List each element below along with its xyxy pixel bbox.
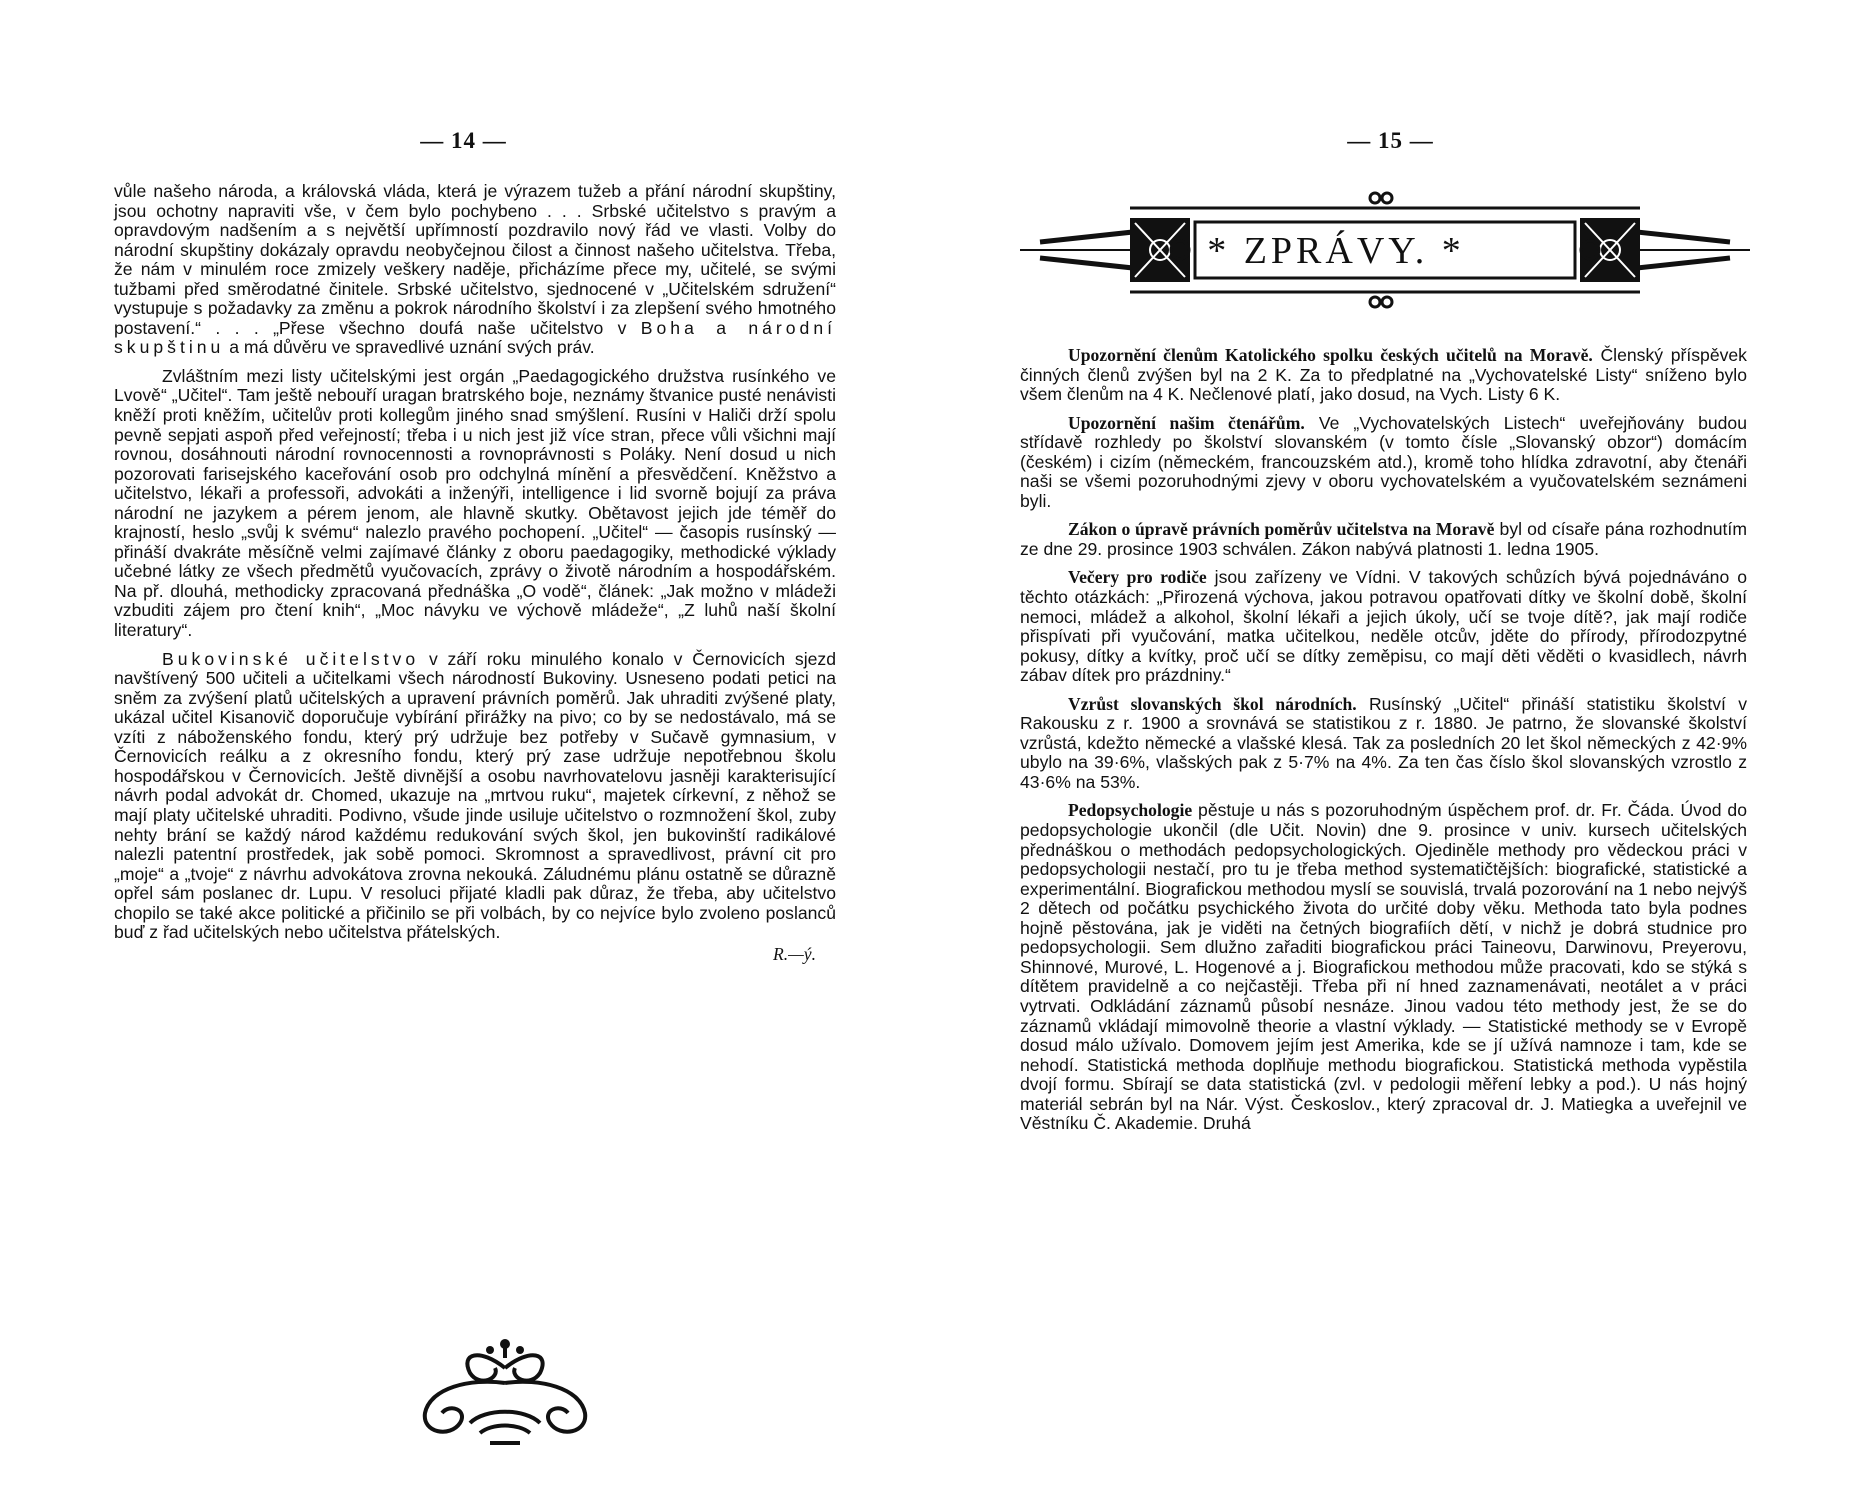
- news-text: Členský příspěvek činných členů zvýšen byl na 2 K. Za to předplatné na „Vychovatelské Listy“ sníženo bylo všem členům na 4 K. Nečlenové platí, jako dosud, na Vych. Listy 6 K.: [1020, 345, 1747, 405]
- section-title-zpravy: * ZPRÁVY. *: [1207, 230, 1465, 272]
- zpravy-banner: [1020, 188, 1750, 312]
- news-item: [1020, 695, 1747, 793]
- end-ornament: [410, 1338, 600, 1453]
- news-heading: Zákon o úpravě právních poměrův učitelstva na Moravě: [1068, 519, 1495, 540]
- news-text: Ve „Vychovatelských Listech“ uveřejňovány budou střídavě rozhledy po školství slovanském (v tomto čísle „Slovanský obzor“) domácím (českém) i cizím (německém, francouzském atd.), kromě toho hlídka zdravotní, aby čtenáři naši se všemi pozoruhodnými zjevy v oboru vychovatelském a vyučovatelském seznámeni byli.: [1020, 412, 1747, 511]
- news-heading: Pedopsychologie: [1068, 800, 1193, 821]
- left-text-column: [114, 182, 836, 964]
- paragraph-bukovinske-ucitelstvo: Bukovinské učitelstvo v září roku minulého konalo v Černovicích sjezd navštívený 500 učiteli a učitelkami všech národností Bukoviny. Usneseno podati petici na sněm za zvýšení platů učitelských a upravení právních poměrů. Jak uhraditi zvýšené platy, ukázal učitel Kisanovič doporučuje vybírání přirážky na pivo; co by se nedostávalo, má se vzíti z náboženského fondu, který prý udržuje bez potřeby v Sučavě gymnasium, v Černovicích reálku a z okresního fondu, který prý zase udržuje nepotřebnou školu hospodářskou v Černovicích. Ještě divnější a osobu navrhovatelovu jasněji karakterisující návrh podal advokát dr. Chomed, ukazuje na „mrtvou ruku“, majetek církevní, z něhož se mají platy učitelské uhraditi. Podivno, všude jinde usiluje učitelstvo o rozmnožení škol, zuby nehty brání se každý národ každému redukování svých škol, jen bukovinští radikálové nalezli patentní prostředek, jak sobě pomoci. Skromnost a spravedlivost, právní cit pro „moje“ a „tvoje“ z návrhu advokátova zrovna nekouká. Záludnému plánu ostatně se důrazně opřel sám poslanec dr. Lupu. V resoluci přijaté kladli pak důraz, že třeba, aby učitelstvo chopilo se také akce politické a přičinilo se při volbách, by co nejvíce bylo zvoleno poslanců buď z řad učitelských nebo učitelstva přátelských.: [114, 648, 836, 943]
- page-number-left: — 14 —: [420, 128, 507, 153]
- news-item: [1020, 568, 1747, 685]
- right-text-column: [1020, 346, 1747, 1134]
- news-heading: Upozornění členům Katolického spolku českých učitelů na Moravě.: [1068, 345, 1593, 365]
- news-text: jsou zařízeny ve Vídni. V takových schůzích bývá pojednáváno o těchto otázkách: „Přirozená výchova, jakou potravou opatřovati dítky ve školní době, školní nemoci, mládež a alkohol, školní lékaři a jejich úkoly, učí se tvoje dítě?, jak mají rodiče přispívati při vyučování, matka učitelkou, neděle otcův, jděte do přírody, přírodozpytné pokusy, dítky a kvítky, proč učí se dítky zeměpisu, co mají děti věděti o kvasidlech, návrh zábav dítek pro prázdniny.“: [1020, 567, 1747, 686]
- news-heading: Vzrůst slovanských škol národních.: [1068, 693, 1357, 714]
- paragraph-rusinsky-ucitel: Zvláštním mezi listy učitelskými jest orgán „Paedagogického družstva rusínkého ve Lvově“ „Učitel“. Tam ještě nebouří uragan bratrského boje, neznámy štvanice pusté nenávisti kněží proti kněžím, učitelův proti kollegům jiného snad smýšlení. Rusíni v Haliči drží spolu pevně sepjati aspoň před veřejností; třeba i u nich jest již více stran, přece vůli všichni mají rovnou, dosáhnouti národní rovnocennosti a rovnoprávnosti s Poláky. Není dosud u nich pozorovati farisejského kaceřování osob pro odchylná mínění a přesvědčení. Kněžstvo a učitelstvo, lékaři a professoři, advokáti a inženýři, intelligence i lid svorně bojují za práva národní ne jazykem a pérem jenom, ale hlavně skutky. Obětavost jejich jde téměř do krajností, heslo „svůj k svému“ nalezlo pravého pochopení. „Učitel“ — časopis rusínský — přináší dvakráte měsíčně velmi zajímavé články z oboru paedagogiky, methodické výklady učebné látky ze všech předmětů vyučovacích, zprávy o životě národním a hospodářském. Na př. dlouhá, methodicky zpracovaná přednáška „O vodě“, článek: „Jak možno v mládeži vzbuditi zájem pro čtení knih“, „Moc návyku ve výchově mládeže“, „Z luhů naší školní literatury“.: [114, 365, 836, 641]
- news-item: [1020, 346, 1747, 405]
- page-number-right: — 15 —: [1347, 128, 1434, 153]
- news-item: [1020, 414, 1747, 512]
- news-text: byl od císaře pána rozhodnutím ze dne 29. prosince 1903 schválen. Zákon nabývá platnosti 1. ledna 1905.: [1020, 519, 1747, 559]
- spaced-emphasis: Boha a národní skupštinu: [114, 317, 837, 358]
- news-item: [1020, 801, 1747, 1133]
- paragraph-srbske-ucitelstvo: vůle našeho národa, a královská vláda, která je výrazem tužeb a přání národní skupštiny, jsou ochotny napraviti vše, v čem bylo pochybeno . . . Srbské učitelstvo s pravým a opravdovým nadšením a s největší upřímností pozdravilo nový řád ve vlasti. Volby do národní skupštiny dokázaly opravdu neobyčejnou čilost a činnost našeho učitelstva. Třeba, že nám v minulém roce zmizely veškery naděje, přicházíme přece my, učitelé, se svými tužbami před směrodatné činitele. Srbské učitelstvo, sjednocené v „Učitelském sdružení“ vystupuje s požadavky za změnu a pokrok národního školství i za zlepšení svého hmotného postavení.“ . . . „Přese všechno doufá naše učitelstvo v Boha a národní skupštinu a má důvěru ve spravedlivé uznání svých práv.: [114, 181, 837, 358]
- spaced-emphasis: Bukovinské učitelstvo: [162, 648, 420, 669]
- news-item: [1020, 520, 1747, 559]
- news-heading: Upozornění našim čtenářům.: [1068, 412, 1305, 433]
- news-text: pěstuje u nás s pozoruhodným úspěchem prof. dr. Fr. Čáda. Úvod do pedopsychologie ukončil (dle Učit. Novin) dne 9. prosince v univ. kursech učitelských přednáškou o methodách pedopsychologických. Ojediněle methody pro vědeckou práci v pedopsychologii nestačí, pro tu je třeba method systematičtějších: biografické, statistické a experimentální. Biografickou methodou myslí se souvislá, trvalá pozorování na 1 nebo nejvýš 2 dětech od počátku psychického života do určité doby věku. Methoda tato byla podnes hojně pěstována, jak je viděti na četných biografiích dětí, v nichž je dobrá studnice pro pedopsychologii. Sem dlužno zařaditi biografickou práci Taineovu, Darwinovu, Preyerovu, Shinnové, Murové, L. Hogenové a j. Biografickou methodou může pracovati, kdo se stýká s dítětem pravidelně a co nejčastěji. Třeba při ní hned zaznamenávati, neotálet a v práci vytrvati. Odkládání záznamů působí nesnáze. Jinou vadou této methody jest, že se do záznamů vkládají mimovolně theorie a vlastní výklady. — Statistické methody se v Evropě dosud málo užívalo. Domovem jejím jest Amerika, kde se jí užívá namnoze i tam, kde se nehodí. Statistická methoda doplňuje methodu biografickou. Statistická methoda vypěstila dvojí formu. Sbírají se data statistická (zvl. v pedologii měření lebky a pod.). U nás hojný materiál sebrán byl na Nár. Výst. Českoslov., který zpracoval dr. J. Matiegka a uveřejnil ve Věstníku Č. Akademie. Druhá: [1020, 800, 1747, 1134]
- right-page: [927, 0, 1854, 1500]
- signature: R.—ý.: [773, 943, 816, 964]
- news-heading: Večery pro rodiče: [1068, 567, 1207, 588]
- news-text: Rusínský „Učitel“ přináší statistiku školství v Rakousku z r. 1900 a srovnává se statistikou z r. 1880. Je patrno, že slovanské školství vzrůstá, kdežto německé a vlašské klesá. Tak za posledních 20 let škol německých z 42·9% ubylo na 39·6%, vlašských pak z 5·7% na 4%. Za ten čas číslo škol slovanských vzrostlo z 43·6% na 53%.: [1020, 693, 1747, 792]
